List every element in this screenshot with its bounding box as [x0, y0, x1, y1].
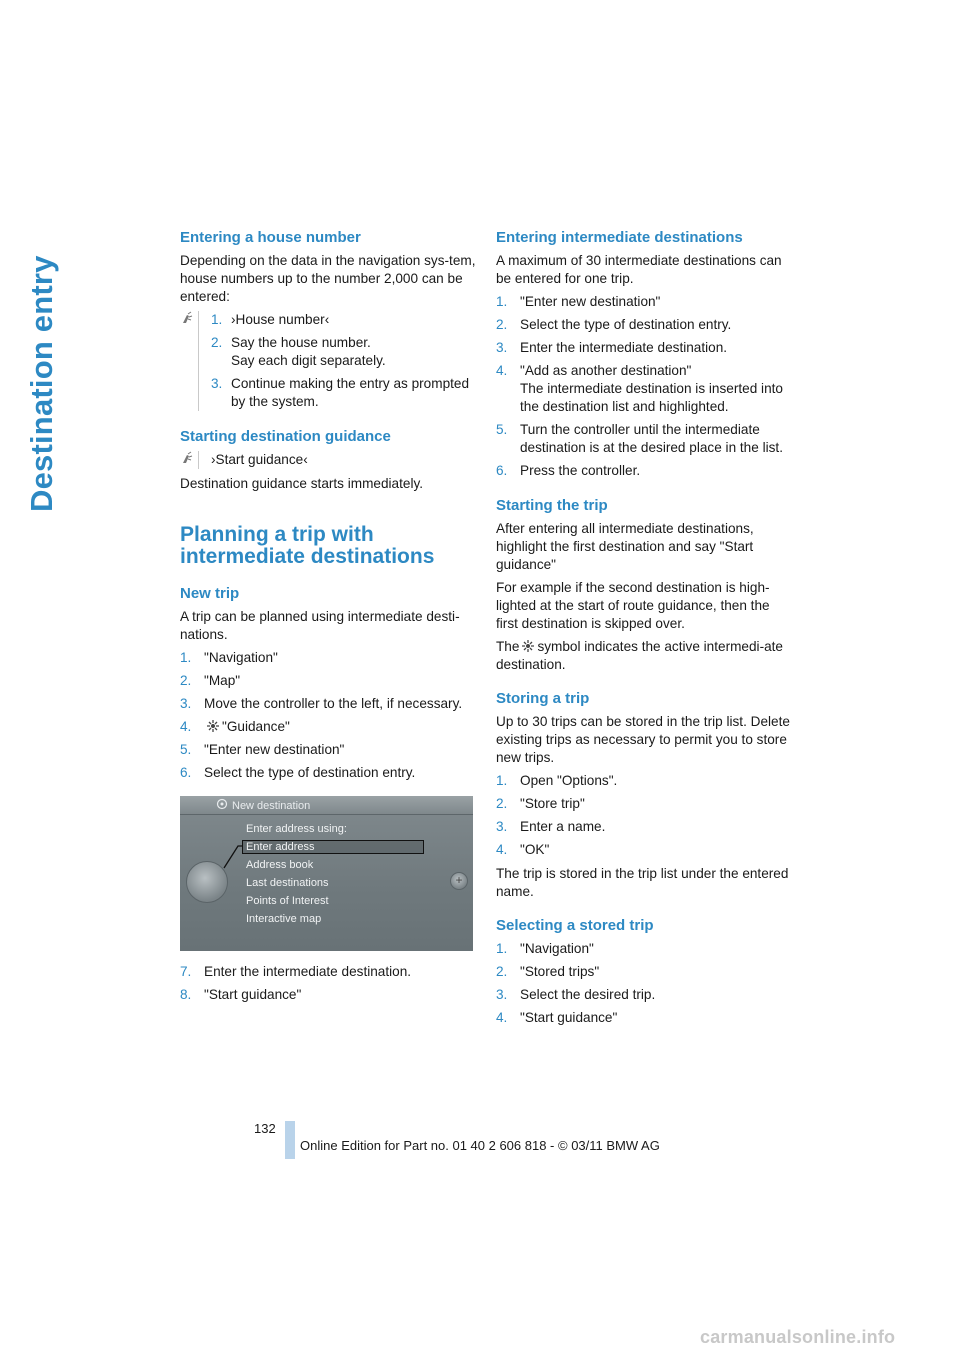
step-text: "OK"	[520, 842, 550, 857]
active-destination-icon	[521, 639, 535, 653]
section-title: Destination entry	[24, 255, 59, 512]
menu-item[interactable]: Last destinations	[246, 877, 329, 889]
step-number: 2.	[496, 964, 508, 979]
step-number: 4.	[496, 842, 508, 857]
menu-item-selected[interactable]: Enter address	[246, 841, 315, 853]
list-item	[496, 772, 792, 790]
destination-flag-icon	[206, 719, 220, 733]
step-number: 6.	[496, 463, 508, 478]
step-number: 2.	[211, 335, 223, 350]
step-number: 1.	[496, 294, 508, 309]
step-text: Move the controller to the left, if necessary.	[204, 696, 463, 711]
start-guidance-note: Destination guidance starts immediately.	[180, 476, 424, 491]
step-text: Enter a name.	[520, 819, 606, 834]
list-item	[496, 986, 792, 1004]
step-text: Say the house number.	[231, 335, 371, 350]
heading-planning-trip: Planning a trip with intermediate destinations	[180, 523, 435, 568]
menu-item: Enter address using:	[246, 823, 347, 835]
step-text: Turn the controller until the intermediate destination is at the desired place in the list.	[520, 422, 783, 455]
heading-starting-trip: Starting the trip	[496, 497, 608, 514]
step-text: Select the desired trip.	[520, 987, 656, 1002]
selecting-steps	[496, 940, 792, 1027]
step-text: Open "Options".	[520, 773, 618, 788]
list-item	[211, 375, 476, 411]
watermark: carmanualsonline.info	[700, 1327, 896, 1347]
new-trip-steps	[180, 649, 476, 782]
step-number: 3.	[180, 696, 192, 711]
starting-trip-p1: After entering all intermediate destinations, highlight the first destination and say "Start guidance"	[496, 521, 754, 572]
step-text: "Guidance"	[222, 719, 290, 734]
voice-command-block	[180, 451, 476, 469]
step-text: "Enter new destination"	[520, 294, 661, 309]
list-item	[496, 293, 792, 311]
step-text: "Store trip"	[520, 796, 585, 811]
menu-item[interactable]: Points of Interest	[246, 895, 329, 907]
list-item	[496, 421, 792, 457]
step-number: 4.	[496, 1010, 508, 1025]
screen-title: New destination	[232, 800, 311, 812]
step-text: "Start guidance"	[204, 987, 302, 1002]
storing-outro: The trip is stored in the trip list under the entered name.	[496, 866, 789, 899]
list-item	[180, 764, 476, 782]
storing-steps	[496, 772, 792, 859]
voice-command-icon	[180, 451, 194, 467]
starting-trip-p2: For example if the second destination is high-lighted at the start of route guidance, then the first destination is skipped over.	[496, 580, 770, 631]
step-number: 2.	[496, 796, 508, 811]
list-item	[496, 795, 792, 813]
step-text: Enter the intermediate destination.	[204, 964, 412, 979]
heading-intermediate: Entering intermediate destinations	[496, 229, 743, 246]
step-subtext: The intermediate destination is inserted into the destination list and highlighted.	[520, 381, 783, 414]
right-column	[496, 228, 792, 1033]
heading-storing-trip: Storing a trip	[496, 690, 590, 707]
list-item	[496, 339, 792, 357]
step-number: 3.	[496, 819, 508, 834]
step-number: 4.	[496, 363, 508, 378]
list-item	[496, 940, 792, 958]
step-text: "Start guidance"	[520, 1010, 618, 1025]
heading-new-trip: New trip	[180, 585, 240, 602]
voice-command-icon	[180, 311, 194, 327]
step-text: Continue making the entry as prompted by the system.	[231, 376, 470, 409]
house-number-intro: Depending on the data in the navigation sys-tem, house numbers up to the number 2,000 can be entered:	[180, 253, 476, 304]
step-text: "Navigation"	[520, 941, 594, 956]
section-tab	[22, 222, 62, 512]
idrive-screenshot	[180, 796, 473, 951]
step-number: 1.	[496, 941, 508, 956]
left-column	[180, 228, 476, 1010]
step-subtext: Say each digit separately.	[231, 353, 386, 368]
list-item	[496, 818, 792, 836]
heading-house-number: Entering a house number	[180, 229, 361, 246]
p3-after: symbol indicates the active intermedi-ate destination.	[496, 639, 783, 672]
step-number: 1.	[496, 773, 508, 788]
step-number: 6.	[180, 765, 192, 780]
house-number-steps	[211, 311, 476, 411]
list-item	[496, 841, 792, 859]
menu-item[interactable]: Interactive map	[246, 913, 322, 925]
list-item	[211, 334, 476, 370]
p3-before: The	[496, 639, 520, 654]
step-text: Select the type of destination entry.	[204, 765, 416, 780]
step-text: Enter the intermediate destination.	[520, 340, 728, 355]
footer-edition: Online Edition for Part no. 01 40 2 606 818 - © 03/11 BMW AG	[300, 1138, 660, 1153]
step-text: Press the controller.	[520, 463, 641, 478]
list-item	[180, 986, 476, 1004]
step-text: ›House number‹	[231, 312, 330, 327]
menu-item[interactable]: Address book	[246, 859, 314, 871]
list-item	[496, 316, 792, 334]
list-item	[180, 718, 476, 736]
step-number: 3.	[496, 340, 508, 355]
heading-start-guidance: Starting destination guidance	[180, 428, 391, 445]
storing-intro: Up to 30 trips can be stored in the trip list. Delete existing trips as necessary to permit you to store new trips.	[496, 714, 790, 765]
new-trip-intro: A trip can be planned using intermediate desti-nations.	[180, 609, 460, 642]
step-text: "Stored trips"	[520, 964, 600, 979]
list-item	[180, 649, 476, 667]
step-number: 5.	[496, 422, 508, 437]
footer-bar	[285, 1121, 295, 1159]
voice-command-block	[180, 311, 476, 411]
step-number: 8.	[180, 987, 192, 1002]
list-item	[496, 1009, 792, 1027]
step-number: 2.	[180, 673, 192, 688]
list-item	[211, 311, 476, 329]
step-number: 1.	[211, 312, 223, 327]
step-number: 3.	[211, 376, 223, 391]
intermediate-intro: A maximum of 30 intermediate destinations can be entered for one trip.	[496, 253, 782, 286]
controller-knob-right: +	[450, 872, 468, 890]
step-number: 4.	[180, 719, 192, 734]
step-text: "Enter new destination"	[204, 742, 345, 757]
list-item	[180, 741, 476, 759]
page-number: 132	[254, 1121, 276, 1136]
list-item	[180, 695, 476, 713]
starting-trip-p3	[496, 638, 792, 674]
list-item	[496, 362, 792, 416]
step-number: 7.	[180, 964, 192, 979]
step-number: 5.	[180, 742, 192, 757]
heading-selecting-trip: Selecting a stored trip	[496, 917, 654, 934]
list-item	[496, 963, 792, 981]
step-number: 1.	[180, 650, 192, 665]
step-number: 2.	[496, 317, 508, 332]
step-text: "Map"	[204, 673, 241, 688]
step-text: "Add as another destination"	[520, 363, 692, 378]
list-item	[180, 963, 476, 981]
start-guidance-command: ›Start guidance‹	[211, 452, 308, 467]
list-item	[496, 462, 792, 480]
new-trip-steps-continued	[180, 963, 476, 1004]
list-item	[180, 672, 476, 690]
step-text: "Navigation"	[204, 650, 278, 665]
intermediate-steps	[496, 293, 792, 480]
step-text: Select the type of destination entry.	[520, 317, 732, 332]
step-number: 3.	[496, 987, 508, 1002]
pointer-line	[180, 796, 473, 951]
